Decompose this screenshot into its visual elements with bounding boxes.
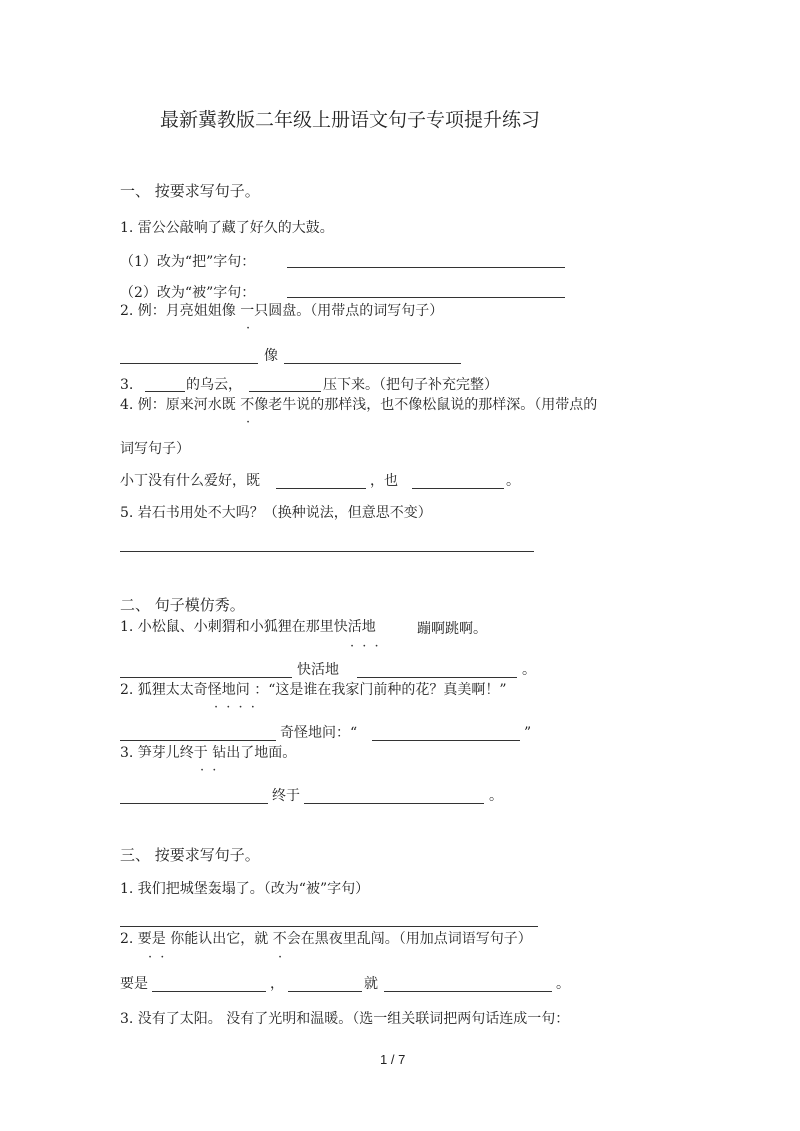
s2-q1-target: 蹦啊跳啊。 <box>417 621 487 637</box>
s1-question-5: 5. 岩石书用处不大吗？（换种说法，但意思不变） <box>120 505 432 521</box>
s3-question-2: 2. 要是 你能认出它，就 不会在黑夜里乱闯。（用加点词语写句子） <box>120 931 532 947</box>
s3-question-3: 3. 没有了太阳。 没有了光明和温暖。（选一组关联词把两句话连成一句： <box>120 1011 570 1027</box>
emphasis-dot: · · · <box>350 639 381 654</box>
emphasis-dot: · <box>246 415 253 430</box>
s1-q3-answer-line-a[interactable] <box>145 391 185 392</box>
s1-q1-ba-label: （1）改为“把”字句： <box>120 254 256 270</box>
s1-q1-bei-answer-line[interactable] <box>287 297 565 298</box>
s2-question-3: 3. 笋芽儿终于 钻出了地面。 <box>120 745 297 761</box>
emphasis-dot: · <box>278 950 285 965</box>
emphasis-dot: · · <box>148 950 167 965</box>
s1-q4a-mid: ，也 <box>370 473 398 489</box>
s1-q4a-start: 小丁没有什么爱好，既 <box>120 473 260 489</box>
s1-q5-answer-line[interactable] <box>120 551 534 552</box>
s1-question-1: 1. 雷公公敲响了藏了好久的大鼓。 <box>120 220 334 236</box>
document-title: 最新冀教版二年级上册语文句子专项提升练习 <box>160 109 541 131</box>
emphasis-dot: · · · · <box>214 700 257 715</box>
s1-question-2: 2. 例：月亮姐姐像 一只圆盘。（用带点的词写句子） <box>120 303 444 319</box>
s2-q2-answer-line-b[interactable] <box>372 740 520 741</box>
s1-q1-bei-label: （2）改为“被”字句： <box>120 285 256 301</box>
s2-q2-mid: 奇怪地问：“ <box>280 725 358 741</box>
s1-q4-continued: 词写句子） <box>120 441 190 457</box>
s1-q2-answer-line-b[interactable] <box>284 363 461 364</box>
s2-question-1: 1. 小松鼠、小刺猬和小狐狸在那里快活地 <box>120 619 376 635</box>
s3-q2a-end: 。 <box>556 976 570 992</box>
s2-q3-mid: 终于 <box>272 788 300 804</box>
s3-q1-answer-line[interactable] <box>120 926 538 927</box>
page-number: 1 / 7 <box>380 1052 406 1067</box>
s3-q2a-start: 要是 <box>120 976 148 992</box>
s3-question-1: 1. 我们把城堡轰塌了。（改为“被”字句） <box>120 881 370 897</box>
section-1-heading: 一、 按要求写句子。 <box>120 182 260 200</box>
s2-q1-answer-line-a[interactable] <box>120 677 292 678</box>
emphasis-dot: · <box>246 321 253 336</box>
s3-q2a-answer-line-c[interactable] <box>384 991 552 992</box>
s1-q4a-answer-line-b[interactable] <box>412 488 504 489</box>
section-2-heading: 二、 句子模仿秀。 <box>120 596 245 614</box>
s1-q3-end: 压下来。（把句子补充完整） <box>323 377 498 393</box>
s1-q4a-end: 。 <box>506 473 520 489</box>
s2-q3-end: 。 <box>489 788 503 804</box>
s3-q2a-jiu: 就 <box>364 976 378 992</box>
s2-q1-answer-line-b[interactable] <box>357 677 517 678</box>
s3-q2a-answer-line-a[interactable] <box>152 991 266 992</box>
s1-q1-ba-answer-line[interactable] <box>287 267 565 268</box>
s3-q2a-answer-line-b[interactable] <box>288 991 362 992</box>
s1-q3-answer-line-b[interactable] <box>249 391 321 392</box>
s3-q2a-mid: ， <box>270 976 284 992</box>
s2-q1-end: 。 <box>522 662 536 678</box>
s1-q4a-answer-line-a[interactable] <box>276 488 366 489</box>
s2-q3-answer-line-a[interactable] <box>120 803 268 804</box>
emphasis-dot: · · <box>200 763 219 778</box>
s2-q1-mid: 快活地 <box>297 662 339 678</box>
s2-q3-answer-line-b[interactable] <box>304 803 484 804</box>
s2-q2-answer-line-a[interactable] <box>120 740 276 741</box>
section-3-heading: 三、 按要求写句子。 <box>120 846 260 864</box>
s1-q2-answer-line-a[interactable] <box>120 363 258 364</box>
s1-q3-mid: 的乌云， <box>186 377 242 393</box>
s1-q3-number: 3. <box>120 377 134 393</box>
s1-question-4: 4. 例：原来河水既 不像老牛说的那样浅，也不像松鼠说的那样深。（用带点的 <box>120 397 598 413</box>
s2-question-2: 2. 狐狸太太奇怪地问 ：“这是谁在我家门前种的花？真美啊！” <box>120 682 507 698</box>
s2-q2-end: ” <box>524 725 532 741</box>
s1-q2-blank-word: 像 <box>264 348 278 364</box>
